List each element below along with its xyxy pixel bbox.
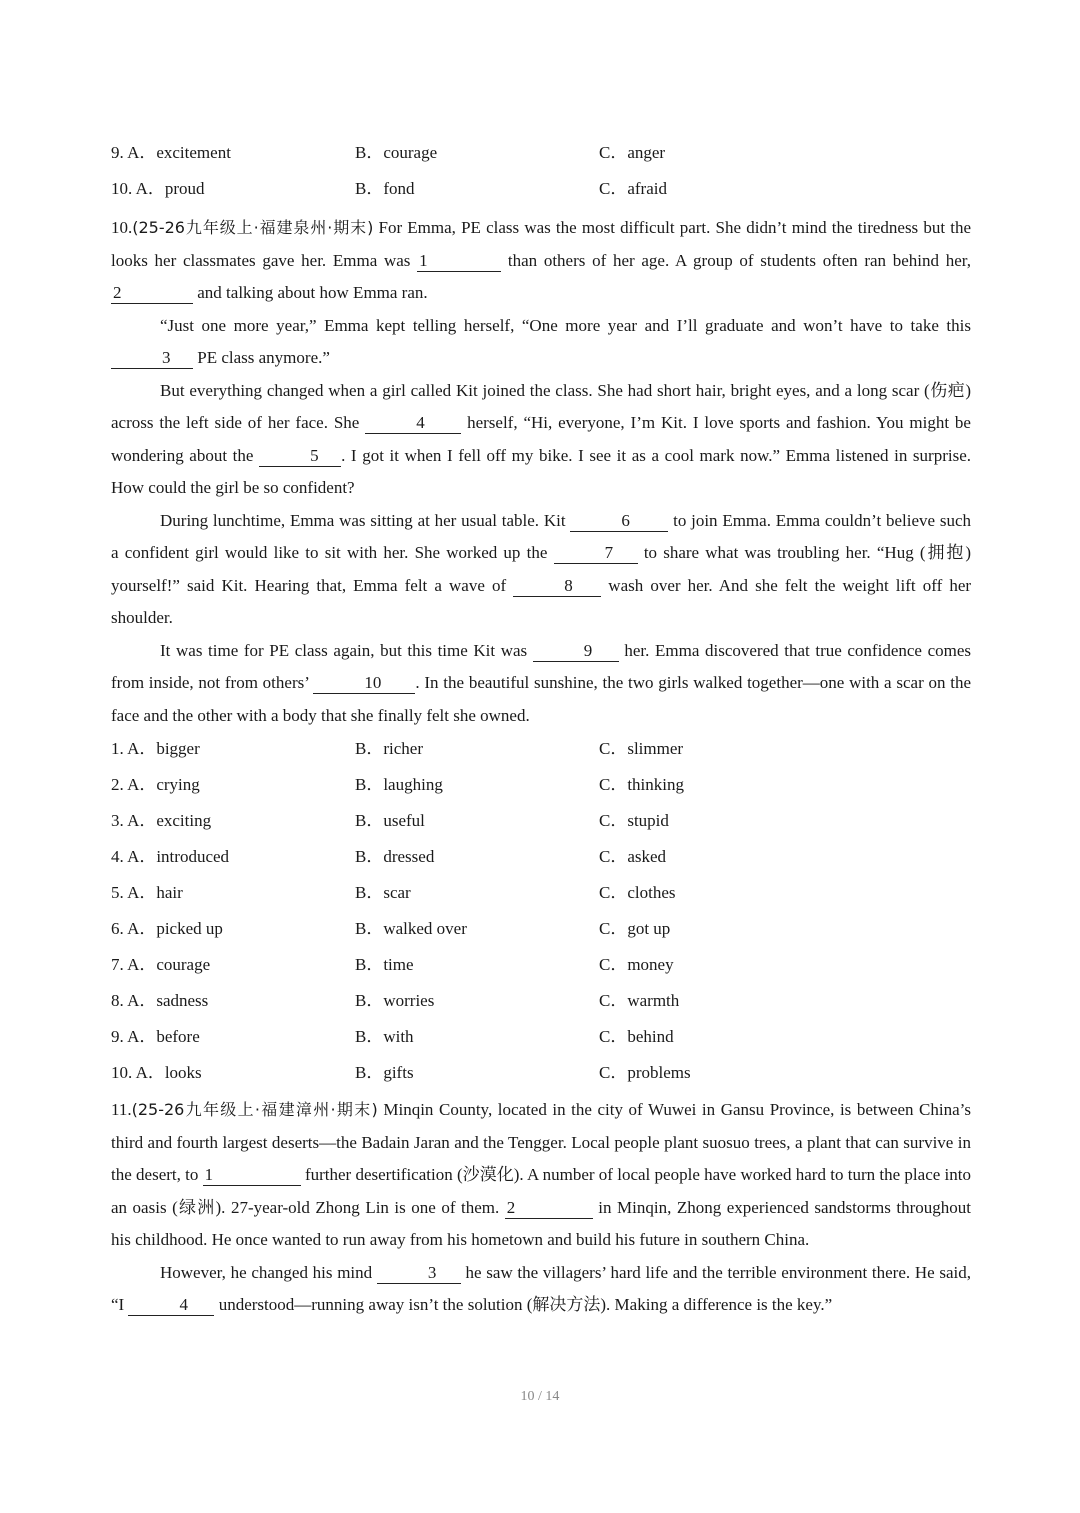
passage-paragraph: 11.(25-26九年级上·福建漳州·期末) Minqin County, located in the city of Wuwei in Gansu Province, is between China’s third and fourth largest deserts—the Badain Jaran and the Tengger. Local people plant suosuo trees, a plant that can survive in the desert, to 1 further desertification (沙漠化). A number of local people have worked hard to turn the place into an oasis (绿洲). 27-year-old Zhong Lin is one of them. 2 in Minqin, Zhong experienced sandstorms throughout his childhood. He once wanted to run away from his hometown and build his future in southern China. (111, 1100, 972, 1249)
option-a: 9. A．excitement (111, 143, 231, 162)
option-c: C．afraid (599, 179, 667, 198)
option-b[interactable]: B．richer (355, 739, 423, 758)
option-row (111, 174, 971, 210)
passage-paragraph: It was time for PE class again, but this time Kit was 9 her. Emma discovered that true confidence comes from inside, not from others’ 10 . In the beautiful sunshine, the two girls walked together—one with a scar on the face and the other with a body that she finally felt she owned. (111, 640, 971, 725)
option-c: C．anger (599, 143, 666, 162)
option-row: 9. A．before B．with C．behind (111, 1022, 971, 1058)
blank-9: 9 (533, 641, 619, 662)
option-c[interactable]: C．thinking (599, 775, 685, 794)
option-c[interactable]: C．got up (599, 919, 671, 938)
option-a[interactable]: A．looks (135, 1063, 202, 1082)
option-c[interactable]: C．money (599, 955, 674, 974)
option-row: 3. A．exciting B．useful C．stupid (111, 806, 971, 842)
option-c[interactable]: C．warmth (599, 991, 680, 1010)
blank-4: 4 (365, 413, 461, 434)
option-c[interactable]: C．problems (599, 1063, 691, 1082)
passage-paragraph: “Just one more year,” Emma kept telling herself, “One more year and I’ll graduate and won’t have to take this 3 PE class anymore.” (111, 310, 971, 375)
option-b[interactable]: B．with (355, 1027, 414, 1046)
option-b[interactable]: B．useful (355, 811, 425, 830)
option-row: 5. A．hair B．scar C．clothes (111, 878, 971, 914)
passage-paragraph: 10.(25-26九年级上·福建泉州·期末) For Emma, PE class was the most difficult part. She didn’t mind the tiredness but the looks her classmates gave her. Emma was 1 than others of her age. A group of students often ran behind her, 2 and talking about how Emma ran. (111, 218, 972, 302)
option-a: 10. A．proud (111, 179, 205, 198)
option-row: 6. A．picked up B．walked over C．got up (111, 914, 971, 950)
option-b: B．fond (355, 179, 415, 198)
blank-1: 1 (203, 1165, 301, 1186)
question-source: (25-26九年级上·福建漳州·期末) (131, 1100, 378, 1119)
option-row: 4. A．introduced B．dressed C．asked (111, 842, 971, 878)
blank-3: 3 (377, 1263, 461, 1284)
blank-3: 3 (111, 348, 193, 369)
blank-8: 8 (513, 576, 601, 597)
option-b[interactable]: B．laughing (355, 775, 443, 794)
option-a[interactable]: A．picked up (127, 919, 223, 938)
passage-paragraph: However, he changed his mind 3 he saw the villagers’ hard life and the terrible environment there. He said, “I 4 understood—running away isn’t the solution (解决方法). Making a difference is the key.” (111, 1262, 971, 1314)
blank-5: 5 (259, 446, 341, 467)
question-source: (25-26九年级上·福建泉州·期末) (132, 218, 374, 237)
option-row (111, 138, 971, 174)
question-number: 11. (111, 1100, 132, 1119)
option-row: 1. A．bigger B．richer C．slimmer (111, 734, 971, 770)
option-a[interactable]: A．exciting (127, 811, 212, 830)
option-row: 7. A．courage B．time C．money (111, 950, 971, 986)
option-b[interactable]: B．gifts (355, 1063, 414, 1082)
option-row: 8. A．sadness B．worries C．warmth (111, 986, 971, 1022)
question-10-options (111, 734, 971, 1094)
option-b[interactable]: B．time (355, 955, 414, 974)
option-a[interactable]: A．sadness (127, 991, 209, 1010)
option-a[interactable]: A．hair (127, 883, 183, 902)
option-b[interactable]: B．dressed (355, 847, 435, 866)
passage-paragraph: During lunchtime, Emma was sitting at her usual table. Kit 6 to join Emma. Emma couldn’t believe such a confident girl would like to sit with her. She worked up the 7 to share what was troubling her. “Hug (拥抱) yourself!” said Kit. Hearing that, Emma felt a wave of 8 wash over her. And she felt the weight lift off her shoulder. (111, 510, 972, 627)
option-a[interactable]: A．bigger (127, 739, 200, 758)
option-b[interactable]: B．walked over (355, 919, 467, 938)
option-a[interactable]: A．courage (127, 955, 211, 974)
question-10-passage (111, 212, 971, 732)
option-c[interactable]: C．stupid (599, 811, 669, 830)
blank-2: 2 (111, 283, 193, 304)
previous-question-options (111, 138, 971, 210)
page-number: 10 / 14 (520, 1389, 560, 1404)
blank-6: 6 (570, 511, 668, 532)
question-number: 10. (111, 218, 133, 237)
option-c[interactable]: C．clothes (599, 883, 676, 902)
option-a[interactable]: A．before (127, 1027, 200, 1046)
blank-7: 7 (554, 543, 638, 564)
option-row: 10. A．looks B．gifts C．problems (111, 1058, 971, 1094)
option-a[interactable]: A．crying (127, 775, 200, 794)
option-b: B．courage (355, 143, 438, 162)
option-a[interactable]: A．introduced (127, 847, 230, 866)
option-c[interactable]: C．behind (599, 1027, 674, 1046)
option-b[interactable]: B．scar (355, 883, 411, 902)
passage-paragraph: But everything changed when a girl called Kit joined the class. She had short hair, bright eyes, and a long scar (伤疤) across the left side of her face. She 4 herself, “Hi, everyone, I’m Kit. I love sports and fashion. You might be wondering about the 5 . I got it when I fell off my bike. I see it as a cool mark now.” Emma listened in surprise. How could the girl be so confident? (111, 380, 972, 497)
document-page (111, 138, 971, 1322)
blank-1: 1 (417, 251, 501, 272)
blank-2: 2 (505, 1198, 593, 1219)
question-11-passage (111, 1094, 971, 1322)
option-c[interactable]: C．slimmer (599, 739, 684, 758)
blank-4: 4 (128, 1295, 214, 1316)
blank-10: 10 (313, 673, 415, 694)
option-row: 2. A．crying B．laughing C．thinking (111, 770, 971, 806)
option-b[interactable]: B．worries (355, 991, 435, 1010)
option-c[interactable]: C．asked (599, 847, 667, 866)
